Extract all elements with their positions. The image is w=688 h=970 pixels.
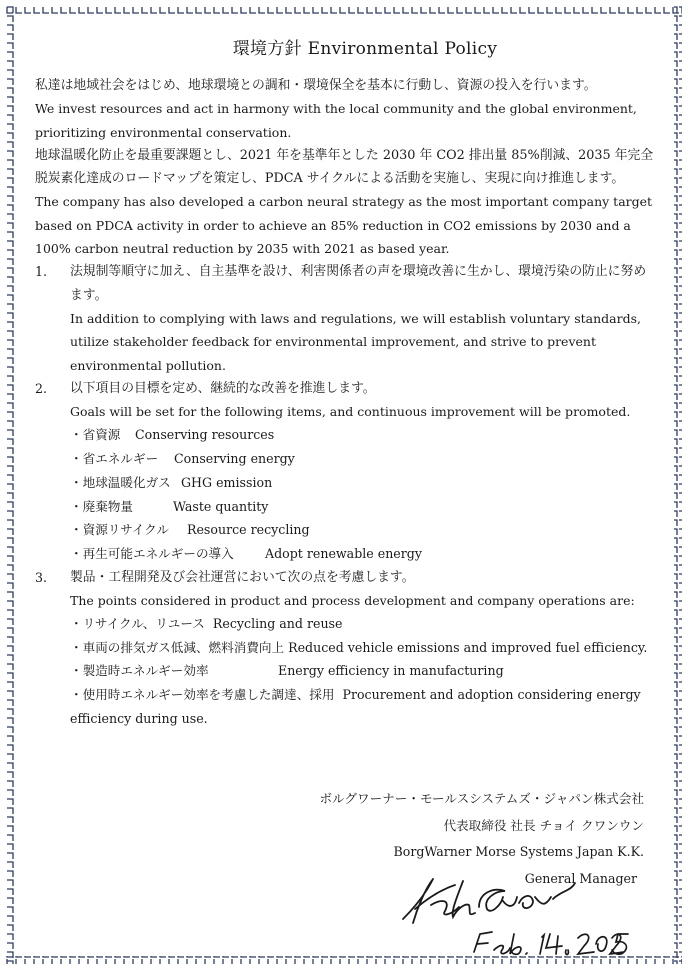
item-ja: 製品・工程開発及び会社運営において次の点を考慮します。 — [70, 569, 415, 585]
consideration-point — [35, 612, 655, 636]
point-en: Recycling and reuse — [212, 616, 343, 632]
intro-en-1: We invest resources and act in harmony with the local community and the global environment, prioritizing environmental conservation. — [35, 101, 637, 140]
item-number: 3. — [35, 569, 48, 585]
handwritten-date-icon — [470, 928, 630, 962]
goal-en: Waste quantity — [173, 498, 269, 514]
point-ja: ・車両の排気ガス低減、燃料消費向上 — [70, 639, 285, 655]
company-name-ja: ボルグワーナー・モールスシステムズ・ジャパン株式会社 — [319, 791, 644, 806]
policy-item-3 — [35, 566, 655, 613]
goal-ja: ・省資源 — [70, 427, 121, 443]
point-en: Reduced vehicle emissions and improved fuel efficiency. — [288, 639, 648, 655]
goal-en: GHG emission — [181, 474, 273, 490]
goal-ja: ・再生可能エネルギーの導入 — [70, 545, 234, 561]
intro-en-2: The company has also developed a carbon neural strategy as the most important company target based on PDCA activity in order to achieve an 85% reduction in CO2 emissions by 2030 and a 100% carbon neutral reduction by 2035 with 2021 as based year. — [35, 194, 653, 257]
goal-item — [35, 518, 655, 542]
company-name-en: BorgWarner Morse Systems Japan K.K. — [393, 844, 644, 859]
intro-ja-2: 地球温暖化防止を最重要課題とし、2021 年を基準年とした 2030 年 CO2 排出量 85%削減、2035 年完全脱炭素化達成のロードマップを策定し、PDCA サイクルによる活動を実施し、実現に向け推進します。 — [35, 147, 654, 187]
point-ja: ・使用時エネルギー効率を考慮した調達、採用 — [70, 687, 335, 703]
goal-ja: ・廃棄物量 — [70, 498, 133, 514]
item-en: In addition to complying with laws and regulations, we will establish voluntary standards, utilize stakeholder feedback for environmental improvement, and strive to prevent environmental pollution. — [70, 310, 641, 373]
item-number: 2. — [35, 380, 48, 396]
intro-ja-1: 私達は地域社会をはじめ、地球環境との調和・環境保全を基本に行動し、資源の投入を行います。 — [35, 78, 597, 93]
handwritten-signature-icon — [395, 875, 585, 934]
point-en: Energy efficiency in manufacturing — [278, 663, 504, 679]
item-ja: 法規制等順守に加え、自主基準を設け、利害関係者の声を環境改善に生かし、環境汚染の防止に努めます。 — [70, 264, 647, 303]
page-title: 環境方針 Environmental Policy — [232, 39, 498, 59]
title-en: General Manager — [524, 870, 637, 886]
goal-ja: ・資源リサイクル — [70, 522, 169, 538]
goal-item — [35, 447, 655, 471]
goal-item — [35, 471, 655, 495]
consideration-point — [35, 636, 655, 660]
policy-body — [35, 34, 655, 730]
goal-en: Conserving energy — [174, 451, 295, 467]
item-en: The points considered in product and process development and company operations are: — [70, 592, 635, 608]
goal-en: Adopt renewable energy — [265, 545, 422, 561]
goal-ja: ・省エネルギー — [70, 451, 159, 467]
goal-item — [35, 542, 655, 566]
point-en: Procurement and adoption considering energy efficiency during use. — [70, 687, 641, 726]
item-number: 1. — [35, 264, 48, 280]
policy-item-1 — [35, 260, 655, 376]
point-ja: ・リサイクル、リユース — [70, 616, 205, 632]
consideration-point — [35, 683, 655, 730]
goal-ja: ・地球温暖化ガス — [70, 474, 171, 490]
point-ja: ・製造時エネルギー効率 — [70, 663, 209, 679]
goal-en: Conserving resources — [135, 427, 275, 443]
goal-item — [35, 495, 655, 519]
representative-title-ja: 代表取締役 社長 チョイ クワンウン — [443, 817, 644, 833]
policy-item-2 — [35, 377, 655, 424]
goal-item — [35, 423, 655, 447]
item-en: Goals will be set for the following items, and continuous improvement will be promoted. — [70, 404, 631, 420]
consideration-point — [35, 659, 655, 683]
item-ja: 以下項目の目標を定め、継続的な改善を推進します。 — [70, 380, 376, 396]
goal-en: Resource recycling — [187, 522, 310, 538]
